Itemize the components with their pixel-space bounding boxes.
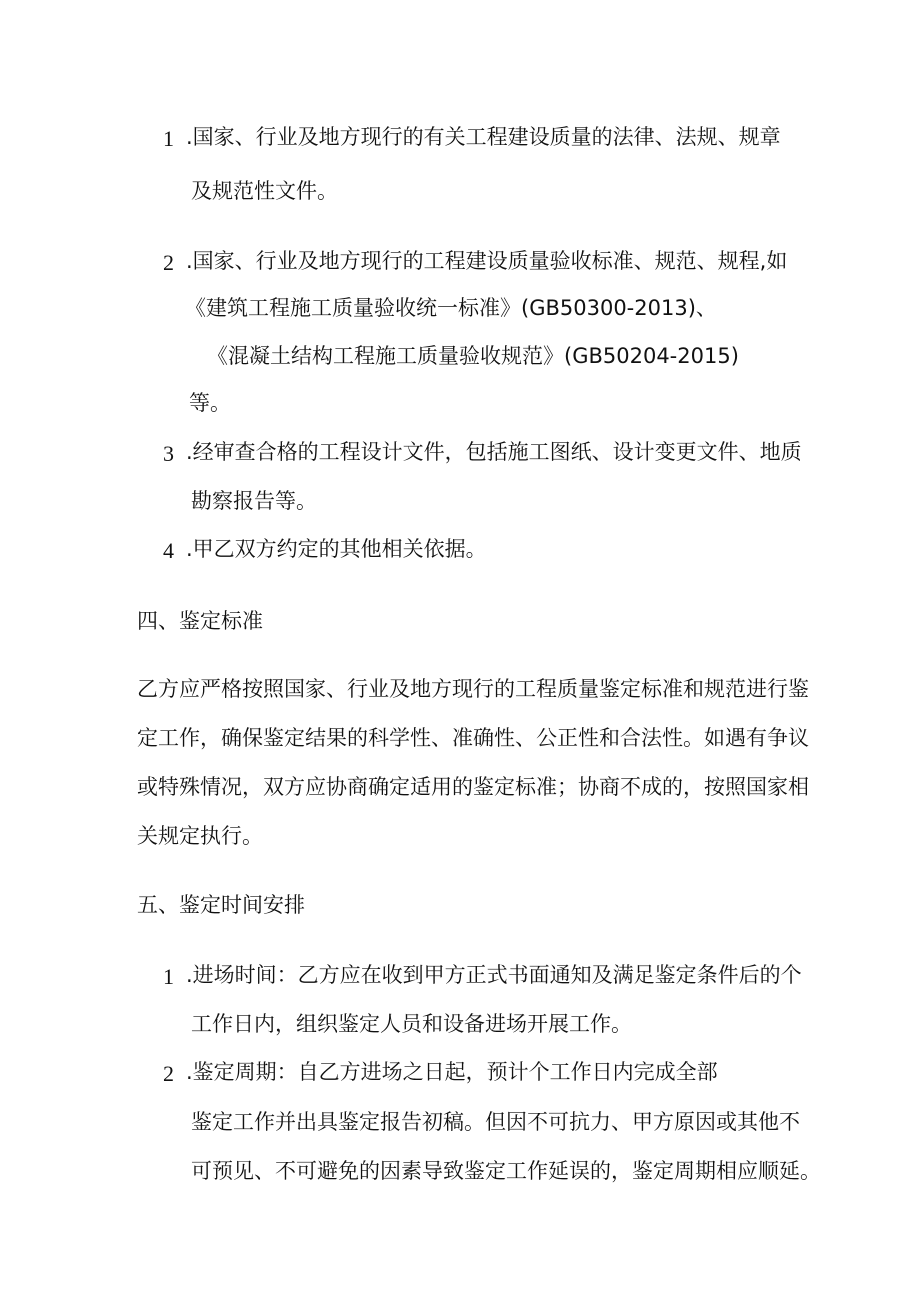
- list-item-text: 等。: [189, 391, 231, 415]
- list-item-text: 可预见、不可避免的因素导致鉴定工作延误的，鉴定周期相应顺延。: [191, 1159, 821, 1183]
- list-item-text: .进场时间：乙方应在收到甲方正式书面通知及满足鉴定条件后的个: [186, 963, 802, 987]
- list-item-text: .甲乙双方约定的其他相关依据。: [186, 537, 487, 561]
- list-item-text: .国家、行业及地方现行的工程建设质量验收标准、规范、规程,如: [186, 249, 788, 273]
- list-item-text: .鉴定周期：自乙方进场之日起，预计个工作日内完成全部: [186, 1060, 718, 1084]
- list-number: 1: [163, 126, 174, 151]
- list-number: 2: [163, 250, 174, 275]
- list-item-text: .国家、行业及地方现行的有关工程建设质量的法律、法规、规章: [186, 125, 781, 149]
- section-heading: 五、鉴定时间安排: [137, 893, 305, 917]
- paragraph-line: 乙方应严格按照国家、行业及地方现行的工程质量鉴定标准和规范进行鉴: [137, 677, 809, 701]
- list-item-text: 勘察报告等。: [191, 489, 317, 513]
- paragraph-line: 关规定执行。: [137, 824, 263, 848]
- list-item-text: 《混凝土结构工程施工质量验收规范》(GB50204-2015): [207, 344, 739, 368]
- paragraph-line: 或特殊情况，双方应协商确定适用的鉴定标准；协商不成的，按照国家相: [137, 775, 809, 799]
- list-item-text: 鉴定工作并出具鉴定报告初稿。但因不可抗力、甲方原因或其他不: [191, 1110, 800, 1134]
- list-number: 3: [163, 441, 174, 466]
- list-item-text: 《建筑工程施工质量验收统一标准》(GB50300-2013)、: [185, 296, 717, 320]
- section-heading: 四、鉴定标准: [137, 609, 263, 633]
- list-item-text: .经审查合格的工程设计文件，包括施工图纸、设计变更文件、地质: [186, 440, 802, 464]
- paragraph-line: 定工作，确保鉴定结果的科学性、准确性、公正性和合法性。如遇有争议: [137, 726, 809, 750]
- list-number: 2: [163, 1061, 174, 1086]
- list-item-text: 工作日内，组织鉴定人员和设备进场开展工作。: [191, 1012, 632, 1036]
- list-number: 4: [163, 538, 174, 563]
- list-item-text: 及规范性文件。: [191, 179, 338, 203]
- list-number: 1: [163, 964, 174, 989]
